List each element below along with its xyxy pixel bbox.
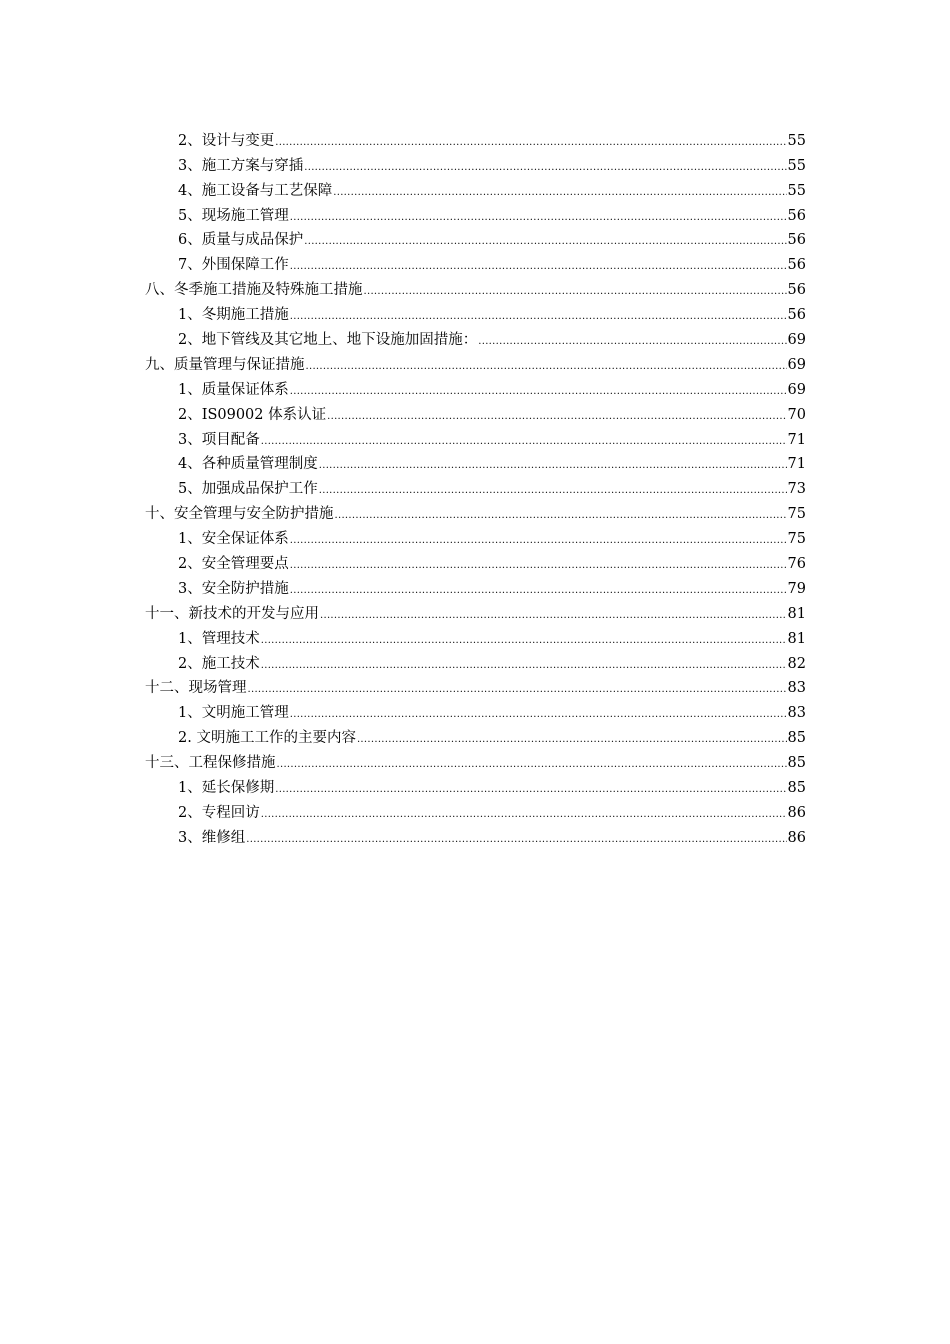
toc-page-number: 76 <box>787 556 806 573</box>
toc-entry-title: 1、管理技术 <box>178 630 260 647</box>
toc-section-entry[interactable] <box>145 823 806 848</box>
table-of-contents <box>145 126 806 848</box>
toc-dot-leader <box>319 479 787 499</box>
toc-entry-title: 十、安全管理与安全防护措施 <box>145 506 334 523</box>
toc-section-entry[interactable] <box>145 624 806 649</box>
toc-page-number: 71 <box>787 456 806 473</box>
toc-page-number: 55 <box>787 157 806 174</box>
toc-entry-title: 3、项目配备 <box>178 431 260 448</box>
toc-entry-title: 1、延长保修期 <box>178 780 275 797</box>
toc-section-entry[interactable] <box>145 773 806 798</box>
toc-page-number: 83 <box>787 705 806 722</box>
toc-section-entry[interactable] <box>145 524 806 549</box>
toc-entry-title: 八、冬季施工措施及特殊施工措施 <box>145 282 363 299</box>
toc-entry-title: 2. 文明施工工作的主要内容 <box>178 730 356 747</box>
toc-entry-title: 4、施工设备与工艺保障 <box>178 182 333 199</box>
toc-entry-title: 1、冬期施工措施 <box>178 307 289 324</box>
toc-entry-title: 1、文明施工管理 <box>178 705 289 722</box>
toc-entry-title: 九、质量管理与保证措施 <box>145 356 305 373</box>
toc-chapter-entry[interactable] <box>145 748 806 773</box>
toc-dot-leader <box>304 230 786 250</box>
toc-chapter-entry[interactable] <box>145 674 806 699</box>
toc-page-number: 85 <box>787 780 806 797</box>
toc-dot-leader <box>290 305 787 325</box>
toc-section-entry[interactable] <box>145 474 806 499</box>
toc-section-entry[interactable] <box>145 250 806 275</box>
toc-section-entry[interactable] <box>145 649 806 674</box>
toc-dot-leader <box>246 828 786 848</box>
toc-entry-title: 3、安全防护措施 <box>178 580 289 597</box>
toc-page-number: 56 <box>787 282 806 299</box>
toc-section-entry[interactable] <box>145 325 806 350</box>
toc-dot-leader <box>290 529 787 549</box>
toc-entry-title: 5、现场施工管理 <box>178 207 289 224</box>
toc-section-entry[interactable] <box>145 723 806 748</box>
toc-dot-leader <box>261 430 787 450</box>
toc-dot-leader <box>275 778 786 798</box>
toc-dot-leader <box>335 504 787 524</box>
toc-section-entry[interactable] <box>145 176 806 201</box>
toc-page-number: 56 <box>787 307 806 324</box>
toc-dot-leader <box>261 654 787 674</box>
toc-page-number: 69 <box>787 356 806 373</box>
toc-page-number: 69 <box>787 332 806 349</box>
toc-page-number: 56 <box>787 232 806 249</box>
toc-page-number: 86 <box>787 804 806 821</box>
toc-chapter-entry[interactable] <box>145 350 806 375</box>
toc-entry-title: 3、维修组 <box>178 829 246 846</box>
toc-entry-title: 7、外围保障工作 <box>178 257 289 274</box>
toc-dot-leader <box>364 280 787 300</box>
toc-dot-leader <box>248 678 787 698</box>
toc-section-entry[interactable] <box>145 201 806 226</box>
toc-entry-title: 2、专程回访 <box>178 804 260 821</box>
toc-entry-title: 4、各种质量管理制度 <box>178 456 318 473</box>
toc-entry-title: 2、IS09002 体系认证 <box>178 406 327 423</box>
toc-entry-title: 2、施工技术 <box>178 655 260 672</box>
toc-section-entry[interactable] <box>145 375 806 400</box>
toc-section-entry[interactable] <box>145 425 806 450</box>
toc-page-number: 83 <box>787 680 806 697</box>
toc-dot-leader <box>327 405 786 425</box>
toc-entry-title: 1、质量保证体系 <box>178 381 289 398</box>
toc-dot-leader <box>306 355 787 375</box>
toc-page-number: 73 <box>787 481 806 498</box>
toc-entry-title: 1、安全保证体系 <box>178 531 289 548</box>
toc-chapter-entry[interactable] <box>145 499 806 524</box>
toc-dot-leader <box>275 131 786 151</box>
toc-section-entry[interactable] <box>145 549 806 574</box>
toc-entry-title: 十二、现场管理 <box>145 680 247 697</box>
toc-dot-leader <box>333 181 786 201</box>
toc-dot-leader <box>290 579 787 599</box>
toc-page-number: 71 <box>787 431 806 448</box>
toc-dot-leader <box>320 604 787 624</box>
toc-dot-leader <box>319 454 787 474</box>
toc-entry-title: 十三、工程保修措施 <box>145 755 276 772</box>
toc-dot-leader <box>261 803 787 823</box>
toc-page-number: 75 <box>787 506 806 523</box>
toc-dot-leader <box>290 255 787 275</box>
toc-entry-title: 6、质量与成品保护 <box>178 232 304 249</box>
toc-dot-leader <box>290 703 787 723</box>
toc-dot-leader <box>290 554 787 574</box>
toc-dot-leader <box>290 206 787 226</box>
toc-page-number: 55 <box>787 132 806 149</box>
toc-section-entry[interactable] <box>145 698 806 723</box>
toc-entry-title: 2、设计与变更 <box>178 132 275 149</box>
toc-section-entry[interactable] <box>145 226 806 251</box>
toc-entry-title: 3、施工方案与穿插 <box>178 157 304 174</box>
toc-page-number: 75 <box>787 531 806 548</box>
toc-section-entry[interactable] <box>145 400 806 425</box>
toc-page-number: 86 <box>787 829 806 846</box>
toc-page-number: 70 <box>787 406 806 423</box>
toc-entry-title: 2、安全管理要点 <box>178 556 289 573</box>
toc-section-entry[interactable] <box>145 300 806 325</box>
toc-dot-leader <box>290 380 787 400</box>
toc-entry-title: 十一、新技术的开发与应用 <box>145 605 319 622</box>
toc-dot-leader <box>304 156 786 176</box>
toc-page-number: 85 <box>787 730 806 747</box>
toc-page-number: 56 <box>787 257 806 274</box>
toc-page-number: 79 <box>787 580 806 597</box>
toc-dot-leader <box>478 330 786 350</box>
toc-dot-leader <box>261 629 787 649</box>
toc-dot-leader <box>357 728 787 748</box>
toc-page-number: 69 <box>787 381 806 398</box>
toc-section-entry[interactable] <box>145 126 806 151</box>
toc-page-number: 81 <box>787 605 806 622</box>
toc-entry-title: 2、地下管线及其它地上、地下设施加固措施： <box>178 332 478 349</box>
toc-section-entry[interactable] <box>145 151 806 176</box>
toc-chapter-entry[interactable] <box>145 275 806 300</box>
toc-chapter-entry[interactable] <box>145 599 806 624</box>
toc-page-number: 81 <box>787 630 806 647</box>
toc-section-entry[interactable] <box>145 798 806 823</box>
toc-page-number: 85 <box>787 755 806 772</box>
toc-page-number: 55 <box>787 182 806 199</box>
toc-page-number: 56 <box>787 207 806 224</box>
toc-entry-title: 5、加强成品保护工作 <box>178 481 318 498</box>
toc-page-number: 82 <box>787 655 806 672</box>
toc-section-entry[interactable] <box>145 450 806 475</box>
toc-section-entry[interactable] <box>145 574 806 599</box>
toc-dot-leader <box>277 753 787 773</box>
